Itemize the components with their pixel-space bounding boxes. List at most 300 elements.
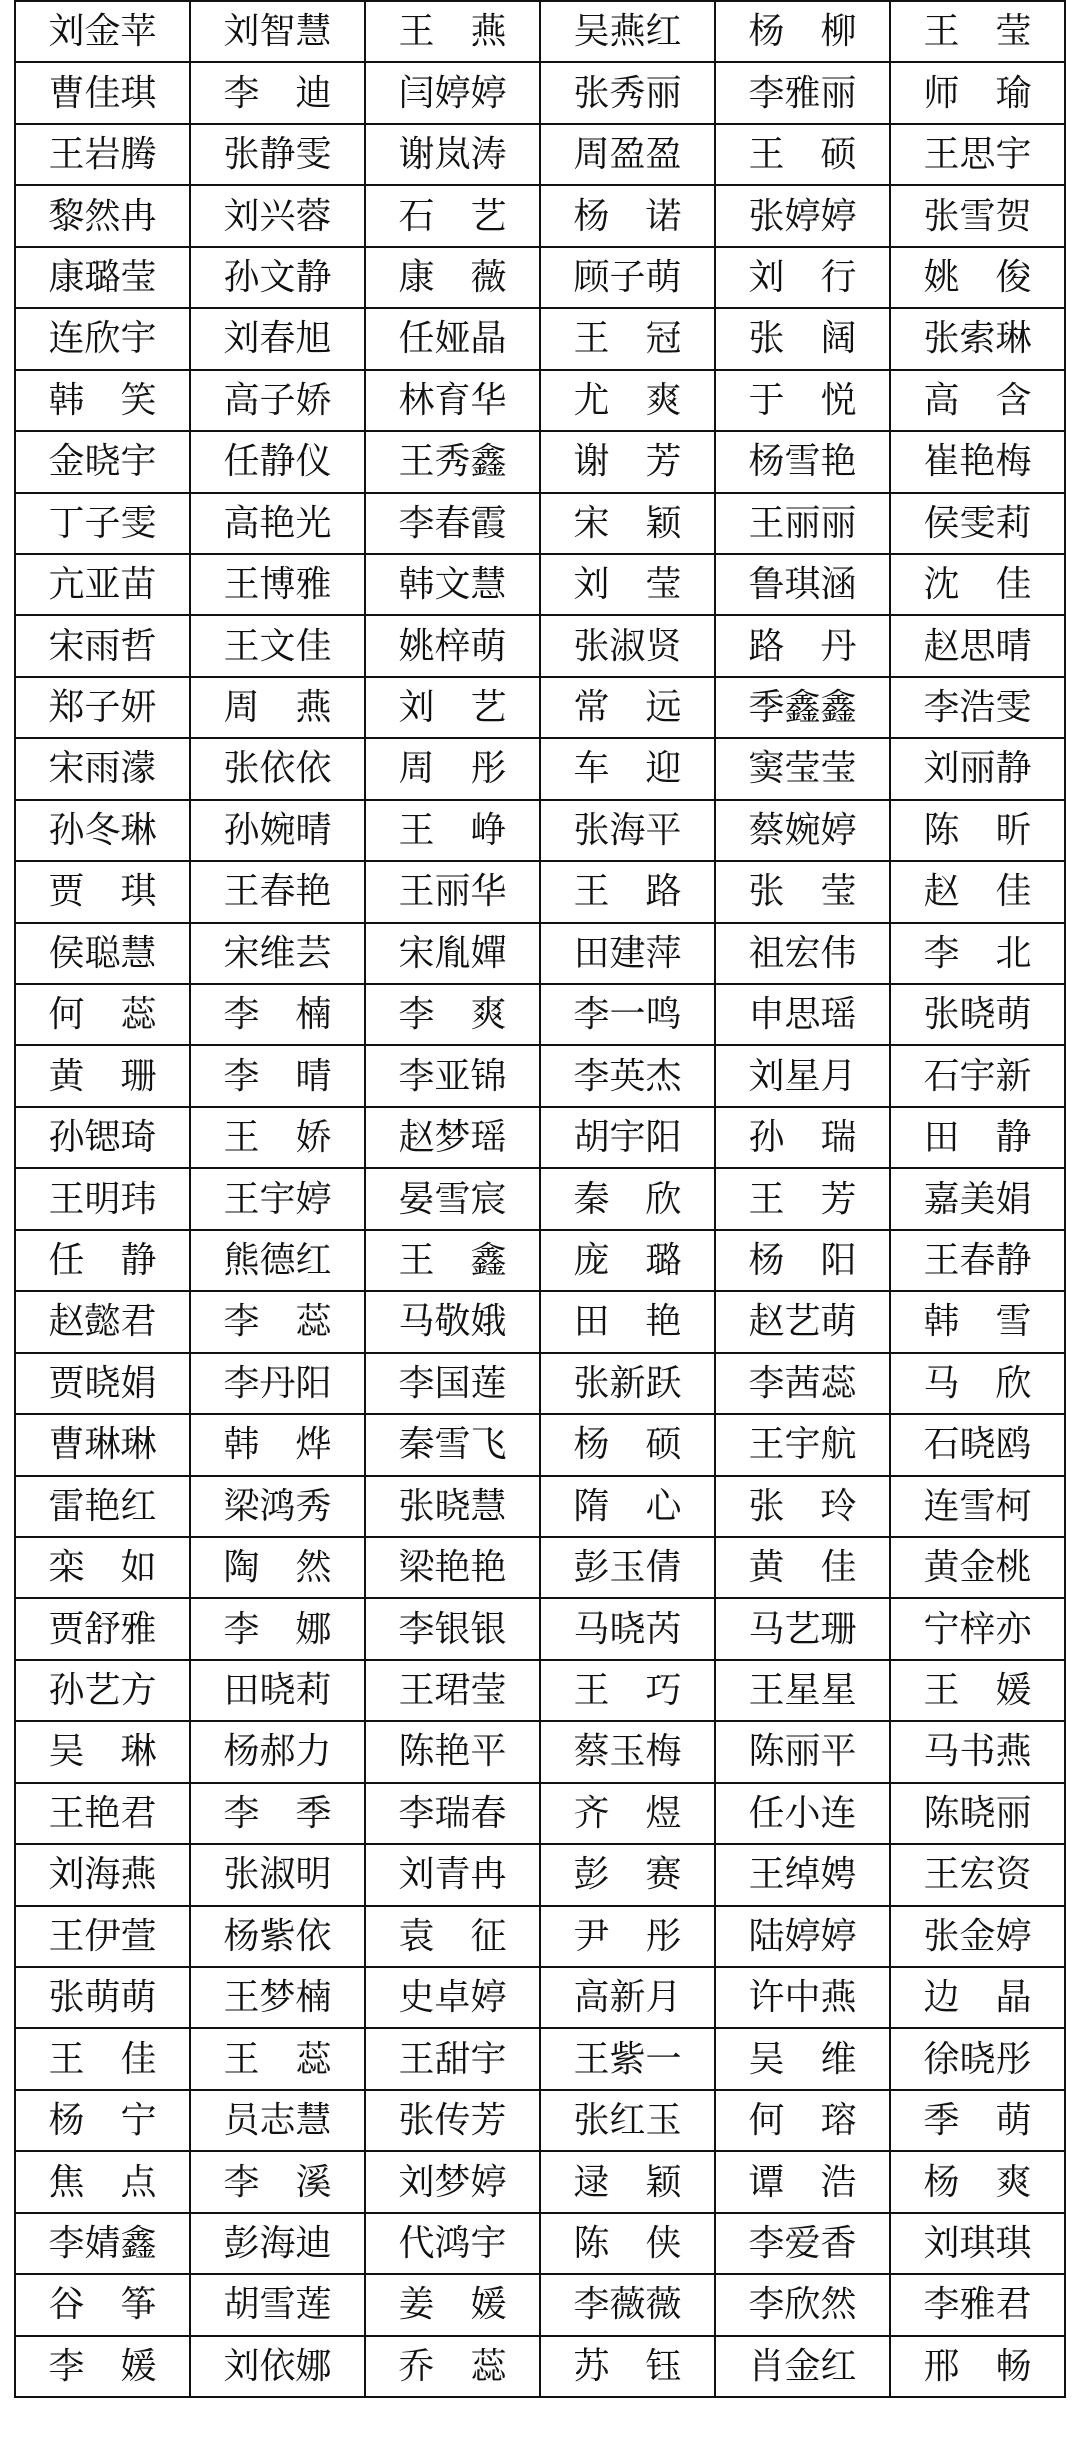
table-row (15, 1660, 1065, 1721)
name-text: 杨 柳 (748, 11, 857, 53)
name-text: 王 蕊 (223, 2038, 332, 2080)
name-list-page (14, 0, 1066, 2451)
name-cell (15, 1660, 190, 1721)
name-cell (540, 554, 715, 615)
name-cell (190, 1230, 365, 1291)
table-row (15, 493, 1065, 554)
name-text: 李 迪 (223, 72, 332, 114)
name-text: 曹琳琳 (48, 1424, 157, 1466)
name-cell (715, 1967, 890, 2028)
name-text: 王 路 (573, 871, 682, 913)
name-cell (540, 984, 715, 1045)
name-text: 亢亚苗 (48, 564, 157, 606)
name-cell (890, 2028, 1065, 2089)
name-cell (365, 1537, 540, 1598)
name-text: 黎然冉 (48, 195, 157, 237)
name-cell (365, 923, 540, 984)
name-text: 秦 欣 (573, 1178, 682, 1220)
name-cell (15, 1291, 190, 1352)
name-cell (190, 185, 365, 246)
table-row (15, 2028, 1065, 2089)
name-text: 陈艳平 (398, 1731, 507, 1773)
name-text: 李春霞 (398, 502, 507, 544)
table-row (15, 2336, 1065, 2397)
name-cell (15, 62, 190, 123)
name-text: 李 娜 (223, 1608, 332, 1650)
name-cell (365, 2028, 540, 2089)
name-text: 任 静 (48, 1239, 157, 1281)
name-text: 姚 俊 (923, 256, 1032, 298)
name-cell (365, 1598, 540, 1659)
name-text: 王绰娉 (748, 1854, 857, 1896)
name-cell (890, 370, 1065, 431)
table-row (15, 308, 1065, 369)
name-cell (540, 1598, 715, 1659)
name-text: 梁艳艳 (398, 1547, 507, 1589)
name-cell (365, 2213, 540, 2274)
name-text: 王博雅 (223, 564, 332, 606)
name-cell (540, 2274, 715, 2335)
name-cell (190, 2274, 365, 2335)
name-text: 王伊萱 (48, 1915, 157, 1957)
name-text: 高艳光 (223, 502, 332, 544)
name-text: 赵懿君 (48, 1301, 157, 1343)
name-cell (540, 1230, 715, 1291)
name-cell (890, 431, 1065, 492)
name-text: 张萌萌 (48, 1977, 157, 2019)
name-text: 王 峥 (398, 809, 507, 851)
name-text: 赵思晴 (923, 625, 1032, 667)
name-cell (190, 1721, 365, 1782)
name-cell (15, 1168, 190, 1229)
name-cell (890, 1476, 1065, 1537)
name-text: 闫婷婷 (398, 72, 507, 114)
name-text: 高 含 (923, 379, 1032, 421)
name-text: 张婷婷 (748, 195, 857, 237)
name-text: 张红玉 (573, 2100, 682, 2142)
name-cell (540, 1414, 715, 1475)
name-text: 李英杰 (573, 1055, 682, 1097)
name-cell (890, 677, 1065, 738)
name-cell (15, 308, 190, 369)
name-text: 边 晶 (923, 1977, 1032, 2019)
name-text: 谢岚涛 (398, 134, 507, 176)
name-cell (365, 800, 540, 861)
table-row (15, 1476, 1065, 1537)
name-text: 黄 佳 (748, 1547, 857, 1589)
name-cell (715, 861, 890, 922)
name-cell (715, 2028, 890, 2089)
name-text: 李茜蕊 (748, 1362, 857, 1404)
table-row (15, 2213, 1065, 2274)
name-cell (15, 493, 190, 554)
name-text: 马敬娥 (398, 1301, 507, 1343)
name-cell (190, 2151, 365, 2212)
table-row (15, 677, 1065, 738)
name-cell (715, 677, 890, 738)
name-text: 沈 佳 (923, 564, 1032, 606)
name-text: 贾舒雅 (48, 1608, 157, 1650)
name-cell (365, 1721, 540, 1782)
name-text: 侯雯莉 (923, 502, 1032, 544)
name-cell (715, 431, 890, 492)
name-cell (190, 554, 365, 615)
name-cell (190, 738, 365, 799)
name-cell (190, 1045, 365, 1106)
name-text: 张索琳 (923, 318, 1032, 360)
name-text: 黄金桃 (923, 1547, 1032, 1589)
name-text: 韩 烨 (223, 1424, 332, 1466)
name-cell (540, 247, 715, 308)
name-cell (15, 800, 190, 861)
name-cell (15, 554, 190, 615)
name-cell (890, 615, 1065, 676)
name-cell (890, 2090, 1065, 2151)
name-text: 孙文静 (223, 256, 332, 298)
name-text: 金晓宇 (48, 441, 157, 483)
name-text: 林育华 (398, 379, 507, 421)
name-cell (365, 1107, 540, 1168)
name-cell (540, 1844, 715, 1905)
name-cell (15, 2090, 190, 2151)
name-cell (365, 2336, 540, 2397)
name-text: 孙 瑞 (748, 1117, 857, 1159)
name-text: 王紫一 (573, 2038, 682, 2080)
name-cell (890, 1721, 1065, 1782)
name-cell (190, 370, 365, 431)
name-text: 李 季 (223, 1792, 332, 1834)
name-text: 晏雪宸 (398, 1178, 507, 1220)
name-text: 田 艳 (573, 1301, 682, 1343)
name-text: 陈 昕 (923, 809, 1032, 851)
name-text: 孙冬琳 (48, 809, 157, 851)
name-text: 陶 然 (223, 1547, 332, 1589)
name-cell (365, 2151, 540, 2212)
name-text: 韩 笑 (48, 379, 157, 421)
name-cell (365, 1, 540, 62)
name-cell (540, 923, 715, 984)
name-cell (15, 124, 190, 185)
name-text: 王宇航 (748, 1424, 857, 1466)
name-cell (715, 493, 890, 554)
table-row (15, 1045, 1065, 1106)
name-text: 尤 爽 (573, 379, 682, 421)
name-cell (190, 1, 365, 62)
name-cell (715, 1291, 890, 1352)
name-text: 吴燕红 (573, 11, 682, 53)
name-cell (715, 370, 890, 431)
name-cell (715, 1107, 890, 1168)
name-cell (540, 431, 715, 492)
name-text: 周 彤 (398, 748, 507, 790)
name-cell (15, 1537, 190, 1598)
name-cell (540, 62, 715, 123)
name-text: 王文佳 (223, 625, 332, 667)
table-row (15, 1844, 1065, 1905)
name-cell (715, 1598, 890, 1659)
name-text: 黄 珊 (48, 1055, 157, 1097)
name-cell (190, 2090, 365, 2151)
name-cell (15, 2274, 190, 2335)
name-text: 员志慧 (223, 2100, 332, 2142)
name-text: 彭玉倩 (573, 1547, 682, 1589)
name-cell (190, 800, 365, 861)
name-cell (890, 1537, 1065, 1598)
name-cell (715, 800, 890, 861)
name-text: 李 溪 (223, 2161, 332, 2203)
name-text: 李 晴 (223, 1055, 332, 1097)
name-text: 张淑贤 (573, 625, 682, 667)
name-cell (540, 2213, 715, 2274)
name-cell (15, 1107, 190, 1168)
name-cell (540, 1967, 715, 2028)
name-cell (890, 308, 1065, 369)
name-text: 鲁琪涵 (748, 564, 857, 606)
name-text: 申思瑶 (748, 994, 857, 1036)
name-cell (365, 1476, 540, 1537)
name-text: 孙艺方 (48, 1670, 157, 1712)
name-text: 曹佳琪 (48, 72, 157, 114)
name-text: 逯 颖 (573, 2161, 682, 2203)
name-text: 宋维芸 (223, 932, 332, 974)
name-cell (890, 923, 1065, 984)
name-text: 刘春旭 (223, 318, 332, 360)
name-text: 谷 筝 (48, 2284, 157, 2326)
name-text: 刘丽静 (923, 748, 1032, 790)
table-row (15, 2274, 1065, 2335)
name-text: 田晓莉 (223, 1670, 332, 1712)
name-cell (15, 923, 190, 984)
name-text: 连雪柯 (923, 1485, 1032, 1527)
name-text: 王宇婷 (223, 1178, 332, 1220)
name-cell (15, 1414, 190, 1475)
name-text: 王艳君 (48, 1792, 157, 1834)
table-row (15, 1721, 1065, 1782)
name-text: 刘依娜 (223, 2345, 332, 2387)
name-text: 郑子妍 (48, 687, 157, 729)
name-cell (15, 1721, 190, 1782)
name-text: 姚梓萌 (398, 625, 507, 667)
name-text: 刘琪琪 (923, 2222, 1032, 2264)
name-cell (190, 1476, 365, 1537)
name-cell (15, 1844, 190, 1905)
table-row (15, 861, 1065, 922)
name-cell (715, 1230, 890, 1291)
name-text: 史卓婷 (398, 1977, 507, 2019)
name-text: 王 燕 (398, 11, 507, 53)
name-text: 石晓鸥 (923, 1424, 1032, 1466)
name-text: 崔艳梅 (923, 441, 1032, 483)
name-text: 刘兴蓉 (223, 195, 332, 237)
name-cell (715, 1414, 890, 1475)
name-text: 张晓慧 (398, 1485, 507, 1527)
name-cell (190, 1967, 365, 2028)
name-cell (890, 1, 1065, 62)
name-text: 陆婷婷 (748, 1915, 857, 1957)
name-text: 季鑫鑫 (748, 687, 857, 729)
name-text: 陈晓丽 (923, 1792, 1032, 1834)
name-text: 杨郝力 (223, 1731, 332, 1773)
name-text: 王丽丽 (748, 502, 857, 544)
name-text: 李爱香 (748, 2222, 857, 2264)
name-cell (190, 1844, 365, 1905)
name-text: 刘 行 (748, 256, 857, 298)
name-cell (540, 308, 715, 369)
name-cell (365, 861, 540, 922)
name-text: 张海平 (573, 809, 682, 851)
name-text: 栾 如 (48, 1547, 157, 1589)
name-cell (190, 1906, 365, 1967)
name-cell (190, 923, 365, 984)
name-text: 刘青冉 (398, 1854, 507, 1896)
name-text: 张依依 (223, 748, 332, 790)
name-cell (365, 62, 540, 123)
name-text: 任小连 (748, 1792, 857, 1834)
name-cell (15, 185, 190, 246)
table-row (15, 2090, 1065, 2151)
name-table-body (15, 1, 1065, 2397)
name-text: 李婧鑫 (48, 2222, 157, 2264)
name-text: 杨 硕 (573, 1424, 682, 1466)
name-text: 李 楠 (223, 994, 332, 1036)
name-text: 张雪贺 (923, 195, 1032, 237)
name-text: 路 丹 (748, 625, 857, 667)
name-cell (15, 1967, 190, 2028)
name-text: 刘海燕 (48, 1854, 157, 1896)
name-text: 熊德红 (223, 1239, 332, 1281)
name-table (14, 0, 1066, 2398)
name-cell (15, 2213, 190, 2274)
name-cell (890, 1783, 1065, 1844)
name-cell (890, 2213, 1065, 2274)
name-cell (715, 2336, 890, 2397)
name-cell (15, 1045, 190, 1106)
name-cell (540, 2090, 715, 2151)
table-row (15, 124, 1065, 185)
name-cell (365, 1844, 540, 1905)
name-cell (540, 615, 715, 676)
name-cell (15, 1230, 190, 1291)
name-text: 袁 征 (398, 1915, 507, 1957)
name-cell (190, 493, 365, 554)
name-cell (540, 738, 715, 799)
name-cell (890, 554, 1065, 615)
name-text: 赵梦瑶 (398, 1117, 507, 1159)
name-cell (190, 247, 365, 308)
name-cell (190, 984, 365, 1045)
name-cell (365, 1291, 540, 1352)
name-text: 赵 佳 (923, 871, 1032, 913)
name-text: 祖宏伟 (748, 932, 857, 974)
name-cell (540, 2336, 715, 2397)
name-text: 张传芳 (398, 2100, 507, 2142)
table-row (15, 615, 1065, 676)
name-cell (365, 493, 540, 554)
name-text: 贾 琪 (48, 871, 157, 913)
name-text: 王 芳 (748, 1178, 857, 1220)
name-text: 王 媛 (923, 1670, 1032, 1712)
name-cell (715, 124, 890, 185)
name-text: 张 玲 (748, 1485, 857, 1527)
name-text: 焦 点 (48, 2161, 157, 2203)
name-text: 丁子雯 (48, 502, 157, 544)
name-cell (15, 615, 190, 676)
name-cell (890, 62, 1065, 123)
name-cell (715, 1844, 890, 1905)
name-text: 马艺珊 (748, 1608, 857, 1650)
name-text: 贾晓娟 (48, 1362, 157, 1404)
name-cell (890, 1291, 1065, 1352)
table-row (15, 2151, 1065, 2212)
name-cell (365, 124, 540, 185)
table-row (15, 923, 1065, 984)
name-text: 王丽华 (398, 871, 507, 913)
table-row (15, 1107, 1065, 1168)
name-cell (890, 247, 1065, 308)
name-text: 李亚锦 (398, 1055, 507, 1097)
name-cell (715, 615, 890, 676)
name-text: 李 媛 (48, 2345, 157, 2387)
name-text: 肖金红 (748, 2345, 857, 2387)
name-text: 张静雯 (223, 134, 332, 176)
name-cell (540, 185, 715, 246)
name-text: 李银银 (398, 1608, 507, 1650)
name-cell (15, 677, 190, 738)
name-text: 李薇薇 (573, 2284, 682, 2326)
name-cell (540, 1537, 715, 1598)
name-text: 张 阔 (748, 318, 857, 360)
name-cell (715, 2090, 890, 2151)
name-text: 王珺莹 (398, 1670, 507, 1712)
name-text: 康璐莹 (48, 256, 157, 298)
name-cell (890, 493, 1065, 554)
name-cell (15, 1906, 190, 1967)
name-cell (190, 615, 365, 676)
table-row (15, 247, 1065, 308)
name-text: 宋 颖 (573, 502, 682, 544)
name-cell (365, 308, 540, 369)
name-text: 石宇新 (923, 1055, 1032, 1097)
name-text: 孙婉晴 (223, 809, 332, 851)
table-row (15, 1967, 1065, 2028)
name-cell (365, 2274, 540, 2335)
name-text: 石 艺 (398, 195, 507, 237)
name-cell (540, 493, 715, 554)
name-text: 车 迎 (573, 748, 682, 790)
name-text: 蔡婉婷 (748, 809, 857, 851)
name-text: 杨紫依 (223, 1915, 332, 1957)
name-cell (365, 554, 540, 615)
name-text: 马晓芮 (573, 1608, 682, 1650)
name-text: 张晓萌 (923, 994, 1032, 1036)
name-text: 李欣然 (748, 2284, 857, 2326)
name-text: 任静仪 (223, 441, 332, 483)
name-cell (365, 1230, 540, 1291)
name-text: 杨 阳 (748, 1239, 857, 1281)
name-cell (365, 1168, 540, 1229)
name-cell (15, 1783, 190, 1844)
name-text: 刘 艺 (398, 687, 507, 729)
name-cell (15, 984, 190, 1045)
name-text: 梁鸿秀 (223, 1485, 332, 1527)
name-cell (890, 738, 1065, 799)
name-text: 王 硕 (748, 134, 857, 176)
name-cell (190, 861, 365, 922)
name-cell (540, 1721, 715, 1782)
name-text: 李国莲 (398, 1362, 507, 1404)
name-text: 隋 心 (573, 1485, 682, 1527)
name-cell (890, 124, 1065, 185)
